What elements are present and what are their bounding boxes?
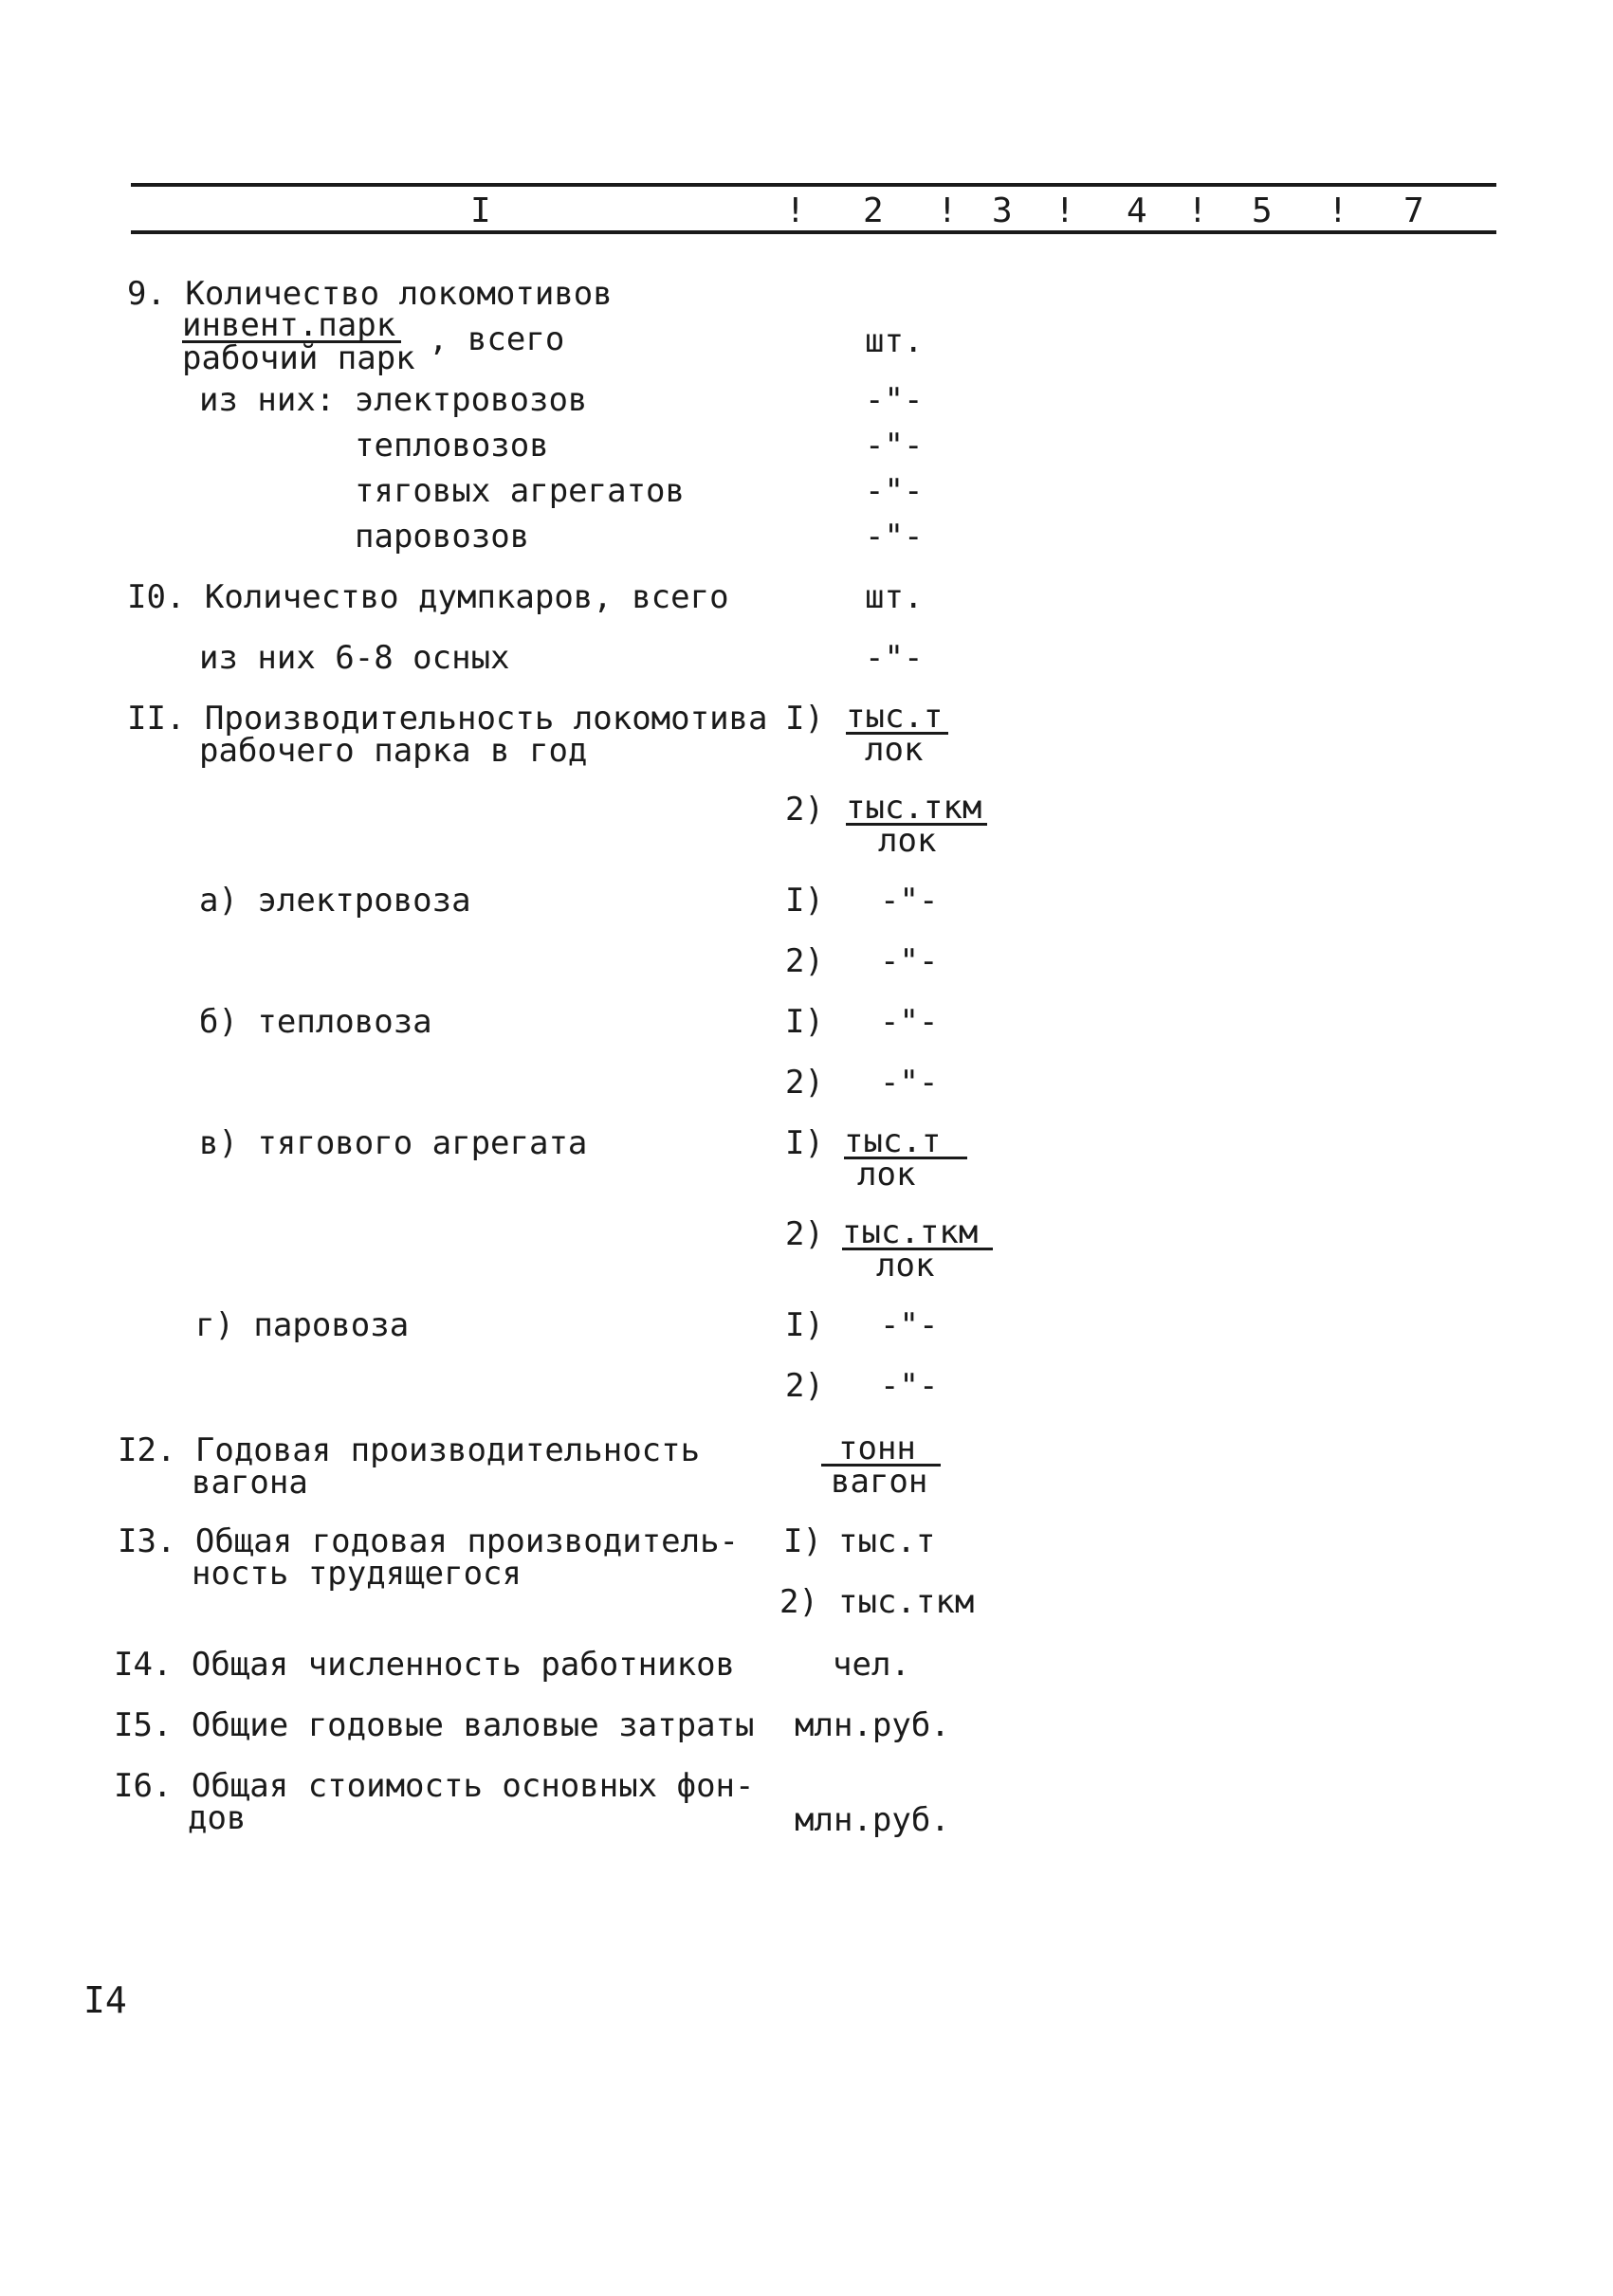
row-11c-unit-2-bottom: лок — [876, 1247, 935, 1285]
header-col-5: 5 — [1252, 191, 1273, 230]
row-11-unit-2 — [846, 789, 987, 860]
row-11d-unit-1: -"- — [880, 1306, 939, 1344]
row-11b-label: б) тепловоза — [199, 1003, 432, 1041]
row-11c-unit-1-top: тыс.т — [844, 1126, 967, 1159]
row-11a-unit-1: -"- — [880, 882, 939, 920]
row-12-title-line-1: I2. Годовая производительность — [118, 1431, 701, 1469]
row-10-sub-label: из них 6-8 осных — [199, 639, 510, 677]
row-9-title: 9. Количество локомотивов — [127, 275, 613, 313]
row-12-unit-top: тонн — [821, 1433, 941, 1467]
row-11c-unit-2-top: тыс.ткм — [842, 1217, 993, 1250]
row-11c-unit-2 — [842, 1213, 993, 1285]
row-9-electric-label: из них: электровозов — [199, 381, 588, 419]
row-9-electric-unit: -"- — [865, 381, 924, 419]
row-9-unit: шт. — [865, 322, 924, 360]
row-14-unit: чел. — [833, 1646, 910, 1684]
row-11-unit-1-top: тыс.т — [846, 702, 948, 735]
row-14-title: I4. Общая численность работников — [114, 1646, 736, 1684]
row-9-steam-unit: -"- — [865, 518, 924, 556]
row-10-unit: шт. — [865, 578, 924, 616]
row-11-unit-2-top: тыс.ткм — [846, 793, 987, 826]
row-11c-marker-2: 2) — [785, 1215, 824, 1253]
header-sep: ! — [1054, 191, 1075, 230]
row-16-unit: млн.руб. — [795, 1801, 950, 1839]
row-11d-unit-2: -"- — [880, 1367, 939, 1405]
row-13-marker-1: I) — [783, 1522, 822, 1560]
row-9-fraction-top: инвент.парк — [182, 310, 401, 343]
row-11a-marker-2: 2) — [785, 942, 824, 980]
row-9-total: , всего — [429, 320, 565, 358]
row-11a-marker-1: I) — [785, 882, 824, 920]
row-13-marker-2: 2) — [779, 1583, 818, 1621]
row-11b-unit-2: -"- — [880, 1064, 939, 1102]
row-10-sub-unit: -"- — [865, 639, 924, 677]
row-9-diesel-label: тепловозов — [355, 427, 549, 465]
row-9-traction-unit: -"- — [865, 472, 924, 510]
row-9-fraction-bottom: рабочий парк — [182, 339, 415, 377]
row-11c-label: в) тягового агрегата — [199, 1124, 588, 1162]
row-11-marker-1: I) — [785, 700, 824, 738]
row-9-traction-label: тяговых агрегатов — [355, 472, 685, 510]
page-number: I4 — [83, 1979, 127, 2021]
row-9-diesel-unit: -"- — [865, 427, 924, 465]
row-12-title-line-2: вагона — [192, 1464, 308, 1502]
row-11-marker-2: 2) — [785, 791, 824, 829]
header-sep: ! — [1328, 191, 1348, 230]
row-16-title-line-2: дов — [188, 1799, 247, 1837]
row-11c-unit-1 — [844, 1122, 967, 1194]
row-13-unit-1: тыс.т — [838, 1522, 936, 1560]
row-11b-marker-2: 2) — [785, 1064, 824, 1102]
header-sep: ! — [937, 191, 958, 230]
row-16-title-line-1: I6. Общая стоимость основных фон- — [114, 1767, 755, 1805]
row-15-title: I5. Общие годовые валовые затраты — [114, 1706, 755, 1744]
row-11d-marker-1: I) — [785, 1306, 824, 1344]
row-13-unit-2: тыс.ткм — [838, 1583, 975, 1621]
row-11b-marker-1: I) — [785, 1003, 824, 1041]
row-9-steam-label: паровозов — [355, 518, 530, 556]
row-11a-unit-2: -"- — [880, 942, 939, 980]
row-9-fraction — [182, 306, 415, 377]
row-12-unit-bottom: вагон — [831, 1463, 928, 1501]
header-col-1: I — [470, 191, 491, 230]
header-col-7: 7 — [1403, 191, 1424, 230]
row-10-title: I0. Количество думпкаров, всего — [127, 578, 729, 616]
row-11-title-line-2: рабочего парка в год — [199, 732, 588, 770]
row-13-title-line-1: I3. Общая годовая производитель- — [118, 1522, 740, 1560]
row-11b-unit-1: -"- — [880, 1003, 939, 1041]
row-11c-marker-1: I) — [785, 1124, 824, 1162]
header-col-3: 3 — [992, 191, 1013, 230]
row-11-unit-2-bottom: лок — [878, 822, 937, 860]
row-11a-label: а) электровоза — [199, 882, 471, 920]
row-11d-label: г) паровоза — [195, 1306, 410, 1344]
row-13-title-line-2: ность трудящегося — [192, 1555, 522, 1593]
header-col-2: 2 — [863, 191, 884, 230]
row-11-unit-1-bottom: лок — [865, 731, 924, 769]
header-sep: ! — [1187, 191, 1208, 230]
header-top-rule — [131, 183, 1496, 187]
row-11-unit-1 — [846, 698, 948, 769]
header-col-4: 4 — [1127, 191, 1147, 230]
header-bottom-rule — [131, 230, 1496, 234]
row-11-title-line-1: II. Производительность локомотива — [127, 700, 768, 738]
row-12-unit — [821, 1430, 941, 1501]
row-11d-marker-2: 2) — [785, 1367, 824, 1405]
header-sep: ! — [785, 191, 806, 230]
row-11c-unit-1-bottom: лок — [857, 1156, 916, 1194]
row-15-unit: млн.руб. — [795, 1706, 950, 1744]
